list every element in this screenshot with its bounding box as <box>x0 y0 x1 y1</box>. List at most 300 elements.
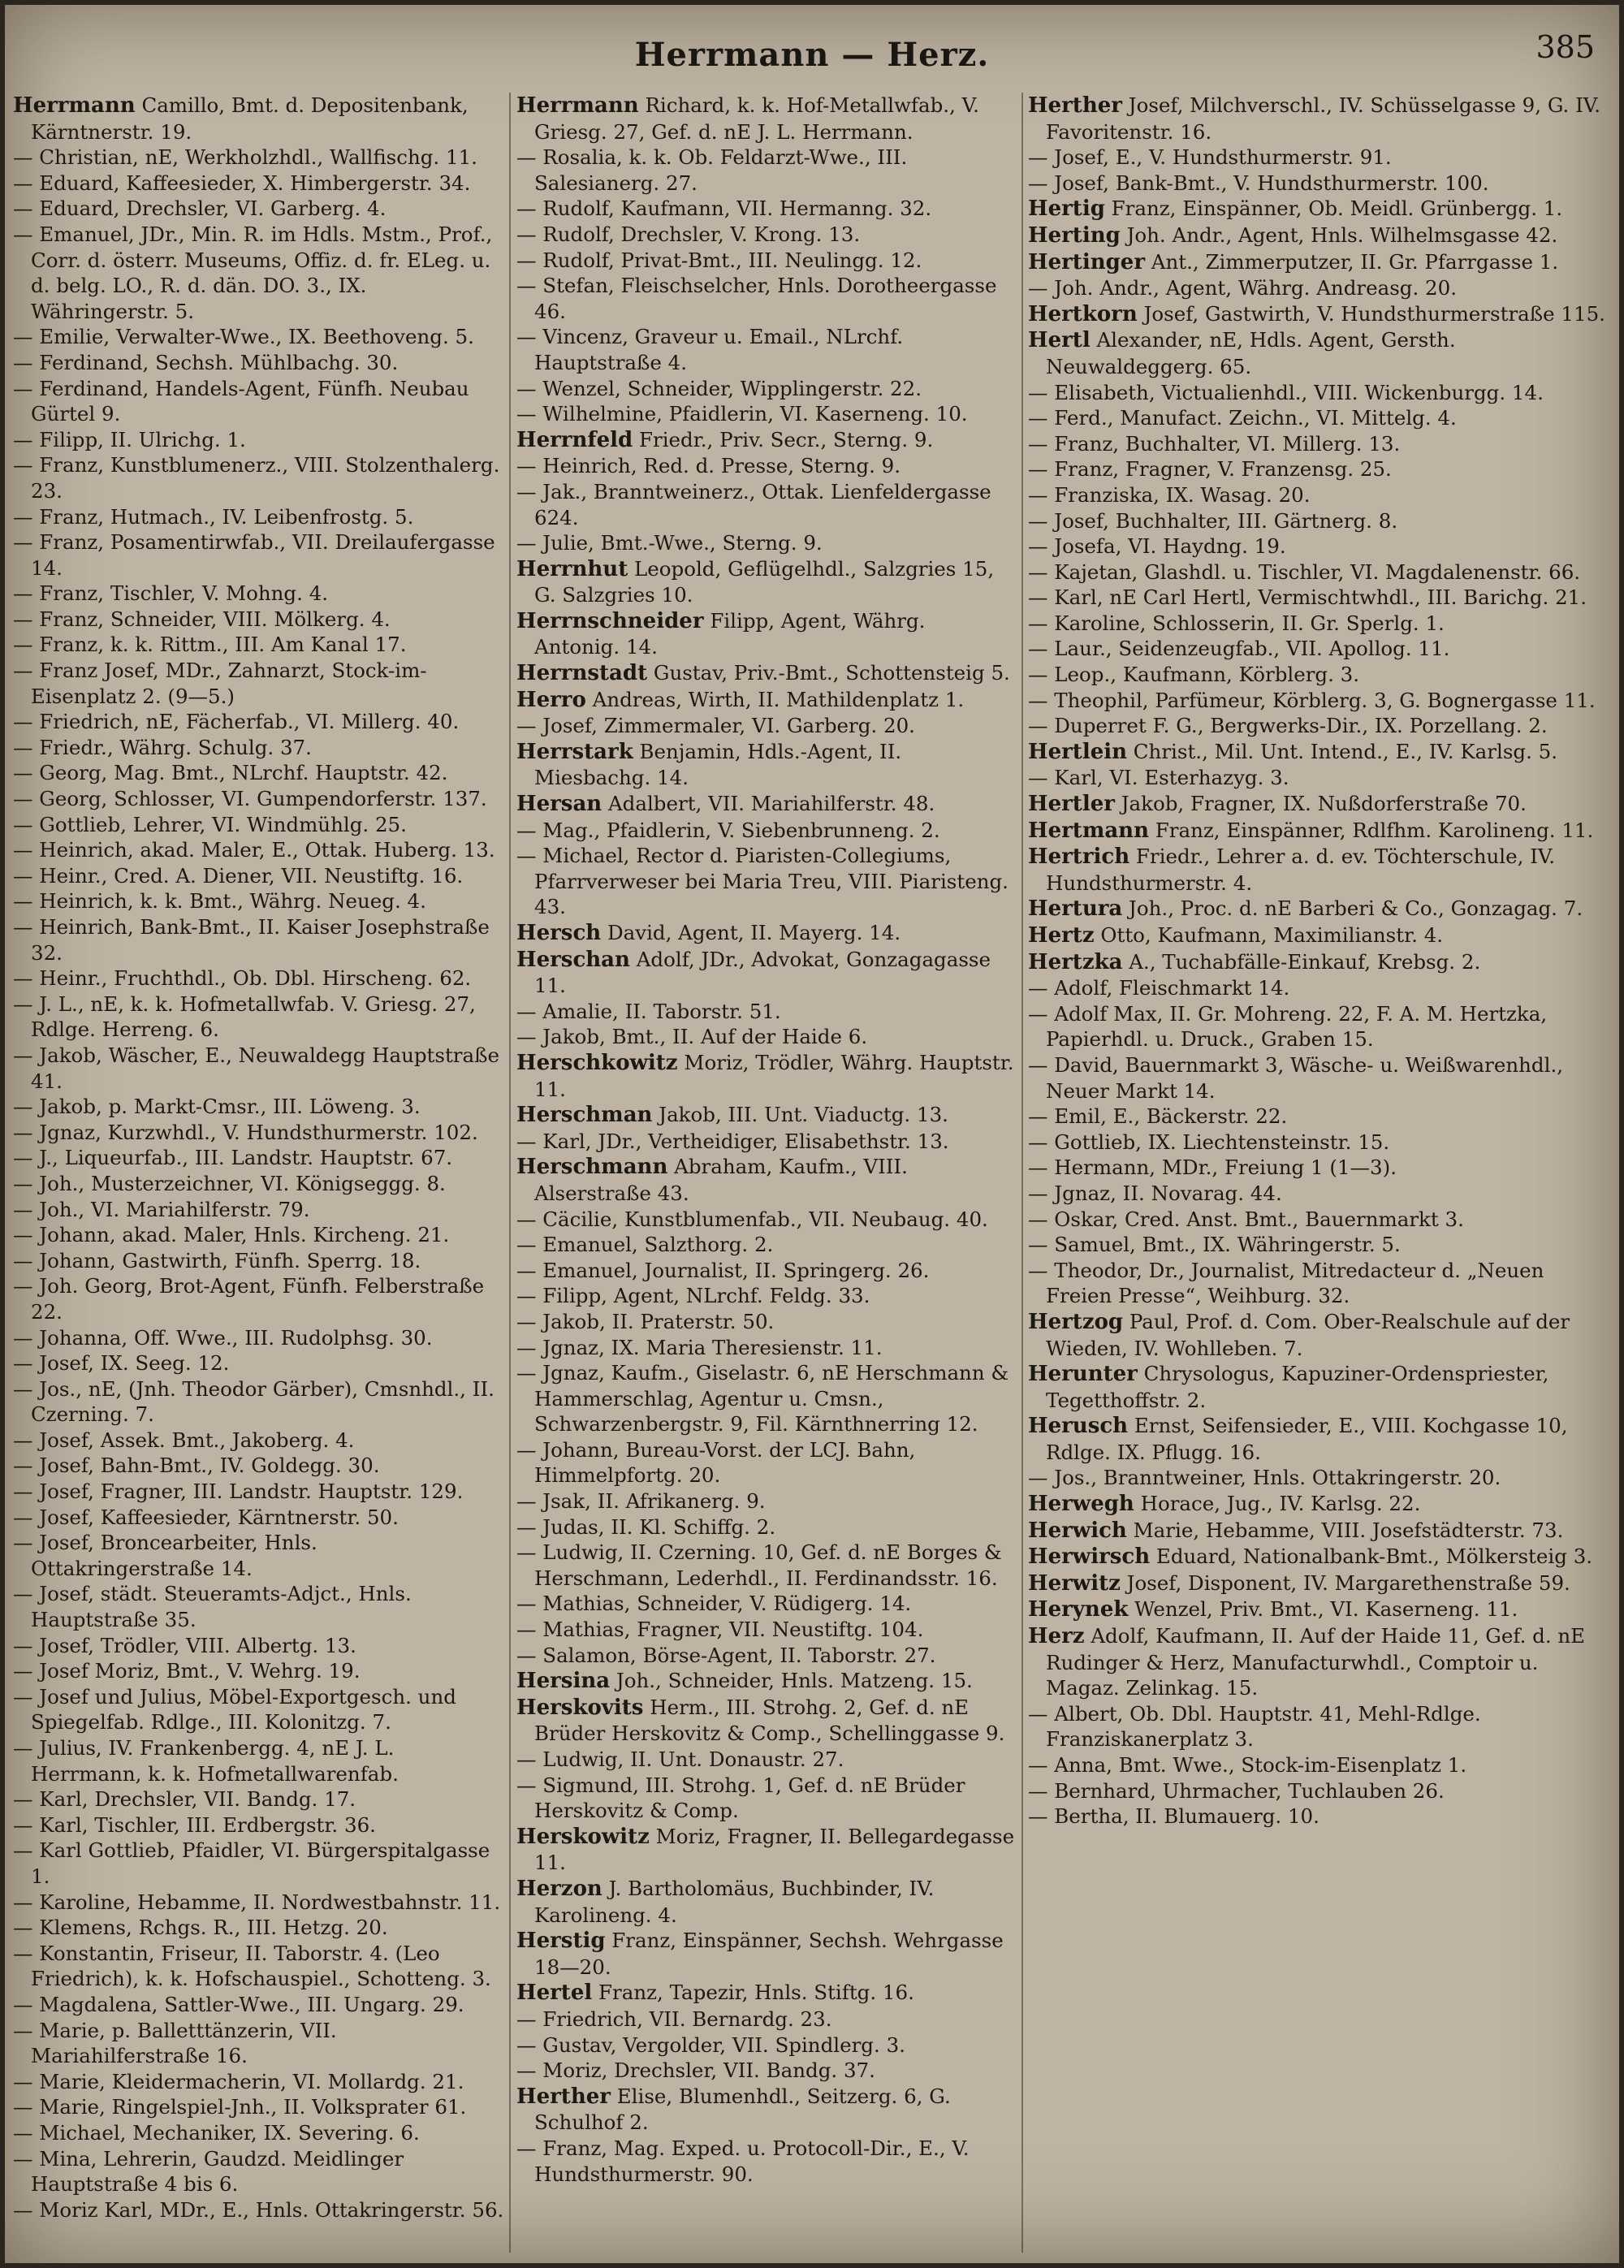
directory-entry <box>13 1658 504 1684</box>
entry-surname: Herrmann <box>13 93 136 118</box>
directory-entry <box>516 1643 1016 1669</box>
entry-text: — Karoline, Schlosserin, II. Gr. Sperlg. 1. <box>1028 611 1445 635</box>
directory-entry <box>13 1479 504 1505</box>
entry-text: Josef, Gastwirth, V. Hundsthurmerstraße 115. <box>1137 301 1605 326</box>
directory-entry <box>516 739 1016 791</box>
directory-entry <box>1028 791 1611 818</box>
entry-text: — Franz, Schneider, VIII. Mölkerg. 4. <box>13 607 391 631</box>
entry-text: — Rudolf, Privat-Bmt., III. Neulingg. 12. <box>516 248 922 272</box>
entry-text: Adolf, JDr., Advokat, Gonzagagasse 11. <box>534 947 991 998</box>
directory-entry <box>516 1668 1016 1695</box>
directory-entry <box>1028 380 1611 406</box>
entry-text: — Josefa, VI. Haydng. 19. <box>1028 534 1286 559</box>
entry-surname: Herynek <box>1028 1597 1129 1622</box>
directory-entry <box>13 350 504 376</box>
entry-surname: Herschan <box>516 947 630 972</box>
directory-entry <box>516 1309 1016 1335</box>
directory-entry <box>1028 765 1611 791</box>
entry-text: — Emil, E., Bäckerstr. 22. <box>1028 1104 1288 1129</box>
directory-entry <box>1028 1752 1611 1778</box>
entry-text: — Emanuel, Journalist, II. Springerg. 26. <box>516 1258 930 1282</box>
entry-text: — Georg, Schlosser, VI. Gumpendorferstr. 137. <box>13 787 487 811</box>
entry-surname: Herrnfeld <box>516 427 633 452</box>
entry-text: — Magdalena, Sattler-Wwe., III. Ungarg. 29. <box>13 1992 464 2016</box>
entry-text: — Mathias, Schneider, V. Rüdigerg. 14. <box>516 1592 912 1616</box>
directory-entry <box>1028 1130 1611 1156</box>
directory-entry <box>516 1050 1016 1102</box>
entry-text: Joh., Schneider, Hnls. Matzeng. 15. <box>610 1669 973 1693</box>
directory-entry <box>13 888 504 914</box>
directory-entry <box>516 713 1016 739</box>
entry-text: Gustav, Priv.-Bmt., Schottensteig 5. <box>647 661 1010 685</box>
entry-surname: Hertel <box>516 1981 593 2006</box>
directory-entry <box>516 1591 1016 1617</box>
directory-entry <box>13 1171 504 1197</box>
entry-text: — Josef, Zimmermaler, VI. Garberg. 20. <box>516 714 915 738</box>
directory-entry <box>13 966 504 991</box>
directory-entry <box>13 1094 504 1120</box>
entry-surname: Hertzog <box>1028 1309 1124 1334</box>
entry-text: — Josef, Fragner, III. Landstr. Hauptstr. 129. <box>13 1480 464 1504</box>
entry-surname: Herrnhut <box>516 556 628 581</box>
entry-text: — Josef, E., V. Hundsthurmerstr. 91. <box>1028 145 1392 170</box>
directory-entry <box>13 1812 504 1838</box>
directory-entry <box>13 1505 504 1531</box>
directory-entry <box>1028 456 1611 482</box>
entry-text: — Friedrich, VII. Bernardg. 23. <box>516 2007 832 2031</box>
entry-surname: Herschkowitz <box>516 1050 678 1075</box>
directory-entry <box>1028 1181 1611 1207</box>
entry-surname: Herting <box>1028 222 1121 248</box>
entry-text: Marie, Hebamme, VIII. Josefstädterstr. 73. <box>1126 1518 1564 1542</box>
entry-text: — Rudolf, Kaufmann, VII. Hermanng. 32. <box>516 197 932 221</box>
directory-entry <box>1028 1544 1611 1570</box>
directory-entry <box>1028 1052 1611 1104</box>
directory-entry <box>516 324 1016 375</box>
entry-text: — Ferdinand, Sechsh. Mühlbachg. 30. <box>13 350 399 374</box>
entry-text: — Karl, Drechsler, VII. Bandg. 17. <box>13 1787 356 1812</box>
directory-entry <box>1028 508 1611 534</box>
entry-text: — Jakob, II. Praterstr. 50. <box>516 1309 775 1333</box>
directory-entry <box>516 920 1016 947</box>
directory-entry <box>1028 301 1611 328</box>
directory-entry <box>1028 1001 1611 1052</box>
entry-text: — Jgnaz, Kurzwhdl., V. Hundsthurmerstr. 102. <box>13 1120 478 1144</box>
entry-text: — Theophil, Parfümeur, Körblerg. 3, G. Bognergasse 11. <box>1028 688 1596 712</box>
entry-text: — Franziska, IX. Wasag. 20. <box>1028 482 1311 507</box>
entry-surname: Herzon <box>516 1876 603 1901</box>
entry-surname: Herwitz <box>1028 1570 1121 1596</box>
entry-text: — Franz, Posamentirwfab., VII. Dreilaufergasse 14. <box>13 530 495 580</box>
directory-entry <box>13 1120 504 1146</box>
entry-surname: Hertl <box>1028 328 1091 353</box>
directory-entry <box>13 452 504 503</box>
entry-text: — Johann, Gastwirth, Fünfh. Sperrg. 18. <box>13 1248 421 1272</box>
entry-text: — Franz, Fragner, V. Franzensg. 25. <box>1028 457 1392 482</box>
directory-entry <box>13 1376 504 1428</box>
entry-text: — Emanuel, Salzthorg. 2. <box>516 1233 774 1257</box>
entry-text: — Georg, Mag. Bmt., NLrchf. Hauptstr. 42. <box>13 761 448 785</box>
directory-entry <box>13 735 504 761</box>
entry-surname: Herwich <box>1028 1518 1127 1543</box>
entry-text: David, Agent, II. Mayerg. 14. <box>601 921 901 944</box>
directory-entry <box>516 2136 1016 2187</box>
entry-text: Franz, Einspänner, Ob. Meidl. Grünbergg. 1. <box>1104 197 1563 221</box>
entry-text: — Adolf, Fleischmarkt 14. <box>1028 976 1290 1000</box>
column-1 <box>13 93 504 2253</box>
directory-entry <box>1028 482 1611 508</box>
directory-entry <box>1028 662 1611 688</box>
entry-text: — Franz, Mag. Exped. u. Protocoll-Dir., E., V. Hundsthurmerstr. 90. <box>516 2136 970 2186</box>
entry-text: — Karl, JDr., Vertheidiger, Elisabethstr. 13. <box>516 1129 949 1153</box>
entry-text: — Joh., Musterzeichner, VI. Königseggg. 8. <box>13 1171 446 1195</box>
entry-text: Jakob, III. Unt. Viaductg. 13. <box>652 1103 948 1127</box>
entry-text: Herm., III. Strohg. 2, Gef. d. nE Brüder Herskovitz & Comp., Schellinggasse 9. <box>534 1695 1005 1746</box>
columns-area <box>13 93 1611 2253</box>
directory-entry <box>516 608 1016 660</box>
entry-surname: Hersch <box>516 921 602 945</box>
entry-text: — Christian, nE, Werkholzhdl., Wallfischg. 11. <box>13 145 477 170</box>
directory-entry <box>1028 222 1611 249</box>
entry-text: — Adolf Max, II. Gr. Mohreng. 22, F. A. M. Hertzka, Papierhdl. u. Druck., Graben 15. <box>1028 1001 1548 1052</box>
directory-entry <box>516 248 1016 274</box>
directory-entry <box>13 1581 504 1632</box>
entry-text: — Vincenz, Graveur u. Email., NLrchf. Hauptstraße 4. <box>516 325 904 374</box>
entry-surname: Hertz <box>1028 923 1095 948</box>
directory-entry <box>516 1283 1016 1309</box>
entry-text: — Franz, Kunstblumenerz., VIII. Stolzenthalerg. 23. <box>13 453 500 503</box>
entry-text: — Jakob, p. Markt-Cmsr., III. Löweng. 3. <box>13 1095 421 1119</box>
entry-text: — Joh., VI. Mariahilferstr. 79. <box>13 1197 310 1221</box>
entry-surname: Herro <box>516 687 586 712</box>
directory-entry <box>516 273 1016 324</box>
directory-entry <box>516 1514 1016 1540</box>
entry-text: — Laur., Seidenzeugfab., VII. Apollog. 11. <box>1028 637 1450 661</box>
entry-text: — Karoline, Hebamme, II. Nordwestbahnstr. 11. <box>13 1890 501 1914</box>
directory-entry <box>13 1735 504 1786</box>
entry-text: Andreas, Wirth, II. Mathildenplatz 1. <box>585 687 965 711</box>
directory-entry <box>516 1437 1016 1488</box>
directory-entry <box>13 2120 504 2146</box>
directory-entry <box>1028 1207 1611 1233</box>
directory-entry <box>516 1129 1016 1155</box>
entry-surname: Herther <box>1028 93 1122 118</box>
directory-entry <box>13 324 504 350</box>
directory-entry <box>1028 1518 1611 1544</box>
directory-entry <box>516 1540 1016 1591</box>
entry-text: — J. L., nE, k. k. Hofmetallwfab. V. Griesg. 27, Rdlge. Herreng. 6. <box>13 991 476 1042</box>
entry-text: A., Tuchabfälle-Einkauf, Krebsg. 2. <box>1122 949 1481 974</box>
entry-text: Richard, k. k. Hof-Metallwfab., V. Griesg. 27, Gef. d. nE J. L. Herrmann. <box>534 93 979 144</box>
directory-entry <box>13 2069 504 2095</box>
entry-text: — Jgnaz, IX. Maria Theresienstr. 11. <box>516 1335 883 1359</box>
entry-text: — Oskar, Cred. Anst. Bmt., Bauernmarkt 3. <box>1028 1207 1464 1231</box>
entry-surname: Hertzka <box>1028 949 1123 974</box>
directory-entry <box>516 2033 1016 2058</box>
directory-entry <box>13 2018 504 2069</box>
directory-entry <box>516 1335 1016 1361</box>
entry-text: — Duperret F. G., Bergwerks-Dir., IX. Porzellang. 2. <box>1028 714 1548 738</box>
entry-text: — Friedr., Währg. Schulg. 37. <box>13 735 312 759</box>
directory-entry <box>1028 949 1611 976</box>
entry-text: Jakob, Fragner, IX. Nußdorferstraße 70. <box>1114 792 1527 816</box>
entry-text: — Karl, nE Carl Hertl, Vermischtwhdl., III. Barichg. 21. <box>1028 585 1587 610</box>
directory-entry <box>13 1273 504 1324</box>
entry-text: — Franz Josef, MDr., Zahnarzt, Stock-im-Eisenplatz 2. (9—5.) <box>13 659 427 708</box>
entry-text: Otto, Kaufmann, Maximilianstr. 4. <box>1094 923 1444 947</box>
column-3 <box>1028 93 1611 2253</box>
entry-text: — Joh. Andr., Agent, Währg. Andreasg. 20. <box>1028 276 1458 300</box>
entry-text: Leopold, Geflügelhdl., Salzgries 15, G. Salzgries 10. <box>534 556 995 607</box>
directory-entry <box>1028 196 1611 222</box>
directory-entry <box>13 1890 504 1916</box>
directory-entry <box>13 812 504 838</box>
entry-text: Franz, Tapezir, Hnls. Stiftg. 16. <box>592 1981 914 2005</box>
entry-text: — Johanna, Off. Wwe., III. Rudolphsg. 30. <box>13 1325 433 1350</box>
entry-surname: Herusch <box>1028 1414 1129 1439</box>
directory-entry <box>516 196 1016 222</box>
directory-entry <box>13 2094 504 2120</box>
entry-surname: Herrmann <box>516 93 639 118</box>
entry-text: — Franz, k. k. Rittm., III. Am Kanal 17. <box>13 633 407 657</box>
directory-entry <box>516 453 1016 479</box>
entry-surname: Hertura <box>1028 896 1123 922</box>
entry-text: — Kajetan, Glashdl. u. Tischler, VI. Magdalenenstr. 66. <box>1028 559 1581 584</box>
entry-surname: Hertkorn <box>1028 301 1138 326</box>
directory-entry <box>13 1145 504 1171</box>
entry-surname: Herskowitz <box>516 1824 650 1849</box>
entry-text: — Ferd., Manufact. Zeichn., VI. Mittelg. 4. <box>1028 406 1457 430</box>
directory-entry <box>13 991 504 1043</box>
directory-entry <box>516 1207 1016 1233</box>
directory-entry <box>13 1453 504 1479</box>
entry-surname: Hertlein <box>1028 739 1128 764</box>
entry-text: — Michael, Rector d. Piaristen-Collegiums, Pfarrverweser bei Maria Treu, VIII. Piaristeng. 43. <box>516 844 1009 919</box>
directory-entry <box>13 1786 504 1812</box>
entry-text: — Samuel, Bmt., IX. Währingerstr. 5. <box>1028 1233 1401 1257</box>
entry-text: — Karl Gottlieb, Pfaidler, VI. Bürgerspitalgasse 1. <box>13 1838 490 1888</box>
entry-text: — Marie, p. Balletttänzerin, VII. Mariahilferstraße 16. <box>13 2018 337 2068</box>
directory-entry <box>13 709 504 735</box>
directory-entry <box>1028 611 1611 637</box>
entry-text: — Konstantin, Friseur, II. Taborstr. 4. (Leo Friedrich), k. k. Hofschauspiel., Schotteng. 3. <box>13 1941 491 1991</box>
directory-entry <box>516 401 1016 427</box>
entry-text: — Wilhelmine, Pfaidlerin, VI. Kaserneng. 10. <box>516 402 968 426</box>
directory-entry <box>13 786 504 812</box>
directory-entry <box>1028 975 1611 1001</box>
directory-entry <box>13 504 504 530</box>
entry-text: — Ludwig, II. Unt. Donaustr. 27. <box>516 1747 844 1771</box>
entry-text: Ernst, Seifensieder, E., VIII. Kochgasse 10, Rdlge. IX. Pflugg. 16. <box>1046 1414 1568 1464</box>
entry-text: Elise, Blumenhdl., Seitzerg. 6, G. Schulhof 2. <box>534 2084 951 2135</box>
directory-entry <box>13 1992 504 2018</box>
directory-entry <box>13 1428 504 1454</box>
directory-entry <box>1028 1570 1611 1597</box>
directory-entry <box>516 2084 1016 2136</box>
entry-text: — Moriz, Drechsler, VII. Bandg. 37. <box>516 2058 875 2083</box>
entry-text: Horace, Jug., IV. Karlsg. 22. <box>1134 1492 1421 1516</box>
entry-text: — Josef, Kaffeesieder, Kärntnerstr. 50. <box>13 1505 399 1529</box>
entry-text: — Julie, Bmt.-Wwe., Sterng. 9. <box>516 531 823 555</box>
directory-entry <box>516 556 1016 608</box>
directory-entry <box>1028 739 1611 766</box>
directory-entry <box>1028 1104 1611 1130</box>
directory-entry <box>13 1684 504 1735</box>
entry-text: Adalbert, VII. Mariahilferstr. 48. <box>602 792 935 816</box>
column-2 <box>516 93 1016 2253</box>
directory-entry <box>516 1980 1016 2007</box>
entry-text: — Franz, Hutmach., IV. Leibenfrostg. 5. <box>13 504 414 529</box>
entry-text: — Bertha, II. Blumauerg. 10. <box>1028 1804 1320 1829</box>
directory-entry <box>13 93 504 145</box>
entry-text: — Joh. Georg, Brot-Agent, Fünfh. Felberstraße 22. <box>13 1274 485 1324</box>
entry-text: Joh., Proc. d. nE Barberi & Co., Gonzagag. 7. <box>1122 896 1583 921</box>
directory-entry <box>1028 327 1611 379</box>
entry-text: Adolf, Kaufmann, II. Auf der Haide 11, Gef. d. nE Rudinger & Herz, Manufacturwhdl., Comptoir u. Magaz. Zelinkag. 15. <box>1046 1624 1586 1700</box>
entry-text: — Mina, Lehrerin, Gaudzd. Meidlinger Hauptstraße 4 bis 6. <box>13 2146 404 2197</box>
directory-entry <box>516 479 1016 530</box>
entry-text: — Theodor, Dr., Journalist, Mitredacteur d. „Neuen Freien Presse“, Weihburg. 32. <box>1028 1258 1544 1308</box>
directory-entry <box>1028 636 1611 662</box>
directory-entry <box>1028 1804 1611 1830</box>
directory-entry <box>13 632 504 658</box>
directory-entry <box>13 222 504 324</box>
entry-surname: Herz <box>1028 1624 1085 1649</box>
entry-text: — Stefan, Fleischselcher, Hnls. Dorotheergasse 46. <box>516 274 997 323</box>
entry-text: Josef, Milchverschl., IV. Schüsselgasse 9, G. IV. Favoritenstr. 16. <box>1046 93 1600 144</box>
entry-text: — Eduard, Kaffeesieder, X. Himbergerstr. 34. <box>13 171 471 195</box>
entry-text: — J., Liqueurfab., III. Landstr. Hauptstr. 67. <box>13 1146 453 1170</box>
directory-entry <box>13 1043 504 1094</box>
directory-entry <box>516 1360 1016 1437</box>
entry-text: — Josef, Bahn-Bmt., IV. Goldegg. 30. <box>13 1454 380 1478</box>
directory-entry <box>13 1325 504 1351</box>
directory-page <box>5 5 1619 2263</box>
entry-text: — Jos., Branntweiner, Hnls. Ottakringerstr. 20. <box>1028 1466 1501 1490</box>
directory-entry <box>516 1232 1016 1258</box>
entry-text: Ant., Zimmerputzer, II. Gr. Pfarrgasse 1. <box>1145 249 1559 274</box>
entry-text: — Jgnaz, Kaufm., Giselastr. 6, nE Herschmann & Hammerschlag, Agentur u. Cmsn., Schwarzenbergstr. 9, Fil. Kärnthnerring 12. <box>516 1361 1009 1436</box>
directory-entry <box>13 1248 504 1274</box>
directory-entry <box>516 999 1016 1025</box>
entry-text: — Albert, Ob. Dbl. Hauptstr. 41, Mehl-Rdlge. Franziskanerplatz 3. <box>1028 1701 1481 1752</box>
entry-text: — Johann, Bureau-Vorst. der LCJ. Bahn, Himmelpfortg. 20. <box>516 1437 916 1488</box>
directory-entry <box>516 2007 1016 2033</box>
page-number: 385 <box>1535 29 1595 65</box>
directory-entry <box>1028 844 1611 896</box>
directory-entry <box>1028 1232 1611 1258</box>
directory-entry <box>516 1488 1016 1514</box>
directory-entry <box>1028 249 1611 276</box>
entry-surname: Hertig <box>1028 197 1105 222</box>
directory-entry <box>516 660 1016 687</box>
directory-entry <box>516 1102 1016 1129</box>
entry-text: — Hermann, MDr., Freiung 1 (1—3). <box>1028 1156 1397 1180</box>
directory-entry <box>13 1633 504 1659</box>
entry-surname: Hersan <box>516 792 603 817</box>
entry-text: Alexander, nE, Hdls. Agent, Gersth. Neuwaldeggerg. 65. <box>1046 328 1456 378</box>
entry-text: — Josef Moriz, Bmt., V. Wehrg. 19. <box>13 1659 361 1683</box>
directory-entry <box>516 145 1016 196</box>
directory-entry <box>13 145 504 171</box>
directory-entry <box>1028 559 1611 585</box>
entry-text: Josef, Disponent, IV. Margarethenstraße 59. <box>1120 1570 1570 1595</box>
entry-text: Chrysologus, Kapuziner-Ordenspriester, Tegetthoffstr. 2. <box>1046 1362 1549 1412</box>
entry-text: — Gustav, Vergolder, VII. Spindlerg. 3. <box>516 2033 905 2057</box>
entry-text: Moriz, Trödler, Währg. Hauptstr. 11. <box>534 1050 1014 1101</box>
entry-text: — Josef, IX. Seeg. 12. <box>13 1351 230 1376</box>
entry-text: Franz, Einspänner, Rdlfhm. Karolineng. 11. <box>1148 818 1594 842</box>
entry-text: — Mathias, Fragner, VII. Neustiftg. 104. <box>516 1618 924 1642</box>
directory-entry <box>1028 145 1611 171</box>
entry-surname: Herrstark <box>516 739 633 764</box>
directory-entry <box>1028 1465 1611 1491</box>
entry-text: — Heinrich, Bank-Bmt., II. Kaiser Josephstraße 32. <box>13 915 490 965</box>
directory-entry <box>13 760 504 786</box>
entry-surname: Hertrich <box>1028 845 1130 870</box>
directory-entry <box>1028 1596 1611 1623</box>
entry-text: — Heinrich, akad. Maler, E., Ottak. Huberg. 13. <box>13 838 495 862</box>
directory-entry <box>13 1530 504 1581</box>
column-divider <box>1021 93 1023 2253</box>
directory-entry <box>1028 275 1611 301</box>
entry-text: — Jsak, II. Afrikanerg. 9. <box>516 1489 766 1514</box>
entry-surname: Herther <box>516 2084 611 2109</box>
entry-text: — David, Bauernmarkt 3, Wäsche- u. Weißwarenhdl., Neuer Markt 14. <box>1028 1052 1564 1103</box>
entry-text: — Amalie, II. Taborstr. 51. <box>516 999 781 1023</box>
entry-surname: Herskovits <box>516 1695 644 1720</box>
entry-text: Franz, Einspänner, Sechsh. Wehrgasse 18—20. <box>534 1929 1004 1979</box>
directory-entry <box>1028 688 1611 714</box>
entry-surname: Herschmann <box>516 1155 668 1180</box>
entry-surname: Herwegh <box>1028 1492 1134 1517</box>
directory-entry <box>516 818 1016 844</box>
directory-entry <box>13 1941 504 1992</box>
directory-entry <box>13 1197 504 1223</box>
directory-entry <box>516 1695 1016 1747</box>
entry-text: — Jos., nE, (Jnh. Theodor Gärber), Cmsnhdl., II. Czerning. 7. <box>13 1376 495 1427</box>
entry-text: — Heinrich, Red. d. Presse, Sterng. 9. <box>516 454 901 478</box>
entry-text: — Josef, städt. Steueramts-Adjct., Hnls. Hauptstraße 35. <box>13 1582 412 1632</box>
entry-text: — Heinr., Fruchthdl., Ob. Dbl. Hirscheng. 62. <box>13 966 472 991</box>
directory-entry <box>13 607 504 633</box>
directory-entry <box>516 1824 1016 1876</box>
entry-text: — Emanuel, JDr., Min. R. im Hdls. Mstm., Prof., Corr. d. österr. Museums, Offiz. d. fr. ELeg. u. d. belg. LO., R. d. dän. DO. 3., IX. Währingerstr. 5. <box>13 222 493 323</box>
directory-entry <box>1028 171 1611 197</box>
directory-entry <box>13 1838 504 1889</box>
entry-surname: Herunter <box>1028 1362 1138 1387</box>
directory-entry <box>1028 1361 1611 1413</box>
entry-text: — Karl, VI. Esterhazyg. 3. <box>1028 766 1289 790</box>
entry-text: Benjamin, Hdls.-Agent, II. Miesbachg. 14. <box>534 739 902 790</box>
directory-entry <box>13 863 504 889</box>
entry-text: — Josef, Bank-Bmt., V. Hundsthurmerstr. 100. <box>1028 171 1489 195</box>
directory-entry <box>516 376 1016 402</box>
entry-text: — Franz, Tischler, V. Mohng. 4. <box>13 581 329 606</box>
entry-text: — Josef, Buchhalter, III. Gärtnerg. 8. <box>1028 508 1398 533</box>
entry-text: Friedr., Priv. Secr., Sterng. 9. <box>633 427 934 451</box>
directory-entry <box>13 529 504 581</box>
directory-entry <box>516 1258 1016 1284</box>
entry-text: — Gottlieb, Lehrer, VI. Windmühlg. 25. <box>13 812 407 836</box>
directory-entry <box>1028 585 1611 611</box>
directory-entry <box>13 2197 504 2223</box>
entry-text: Friedr., Lehrer a. d. ev. Töchterschule, IV. Hundsthurmerstr. 4. <box>1046 845 1556 895</box>
directory-entry <box>1028 1778 1611 1804</box>
directory-entry <box>1028 534 1611 559</box>
directory-entry <box>1028 93 1611 145</box>
entry-text: — Karl, Tischler, III. Erdbergstr. 36. <box>13 1812 376 1837</box>
